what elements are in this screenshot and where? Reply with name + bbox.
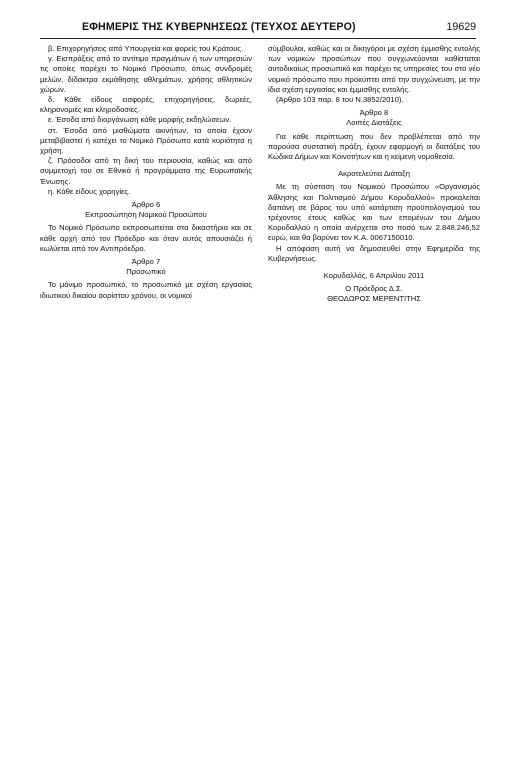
paragraph-z: ζ. Πρόσοδοι από τη δική του περιουσία, καθώς και από συμμετοχή του σε Εθνικά ή προγράμματα της Ευρωπαϊκής Ένωσης. — [40, 156, 252, 186]
place-date: Κορυδαλλός, 6 Απριλίου 2011 — [323, 271, 425, 281]
final-provision-text: Με τη σύσταση του Νομικού Προσώπου «Οργανισμός Άθλησης και Πολιτισμού Δήμου Κορυδαλλού» προκαλείται δαπάνη σε βάρος του υπό κατάρτιση προϋπολογισμού του τρέχοντος έτους καθώς και των επομένων του Δήμου Κορυδαλλού η οποία ανέρχεται στο ποσό των 2.848.246,52 ευρώ, και θα βαρύνει τον Κ.Α. 0067150010. — [268, 182, 480, 243]
article-7-continuation: σύμβουλοι, καθώς και οι δικηγόροι με σχέση έμμισθης εντολής των νομικών προσώπων που συγχωνεύονται καθίσταται αυτοδικαίως προσωπικό και παρέχει τις υπηρεσίες του στο νέο νομικό πρόσωπο που προκύπτει από την συγχώνευση, με την ίδια σχέση εργασίας και έμμισθης εντολής. — [268, 44, 480, 94]
page-header — [40, 20, 476, 39]
article-8-title: Λοιπές Διατάξεις — [346, 118, 402, 128]
publication-order: Η απόφαση αυτή να δημοσιευθεί στην Εφημερίδα της Κυβερνήσεως. — [268, 243, 480, 263]
paragraph-st: στ. Έσοδα από μισθώματα ακινήτων, τα οποία έχουν μεταβιβαστεί ή κατέχει το Νομικό Πρόσωπο κατά κυριότητα η χρήση. — [40, 125, 252, 156]
article-8-text: Για κάθε περίπτωση που δεν προβλέπεται από την παρούσα συστατική πράξη, έχουν εφαρμογή οι διατάξεις του Κώδικα Δήμων και Κοινοτήτων και η κείμενη νομοθεσία. — [268, 131, 480, 162]
article-7-text: Το μόνιμο προσωπικό, το προσωπικό με σχέση εργασίας ιδιωτικού δικαίου αορίστου χρόνου, οι νομικοί — [40, 280, 252, 300]
paragraph-e: ε. Έσοδα από διοργάνωση κάθε μορφής εκδηλώσεων. — [48, 115, 232, 125]
article-6-text: Το Νομικό Πρόσωπο εκπροσωπείται στα δικαστήρια και σε κάθε αρχή από τον Πρόεδρο και όταν αυτός απουσιάζει ή κωλύεται από τον Αντιπρόεδρο. — [40, 223, 252, 253]
page-number: 19629 — [446, 21, 476, 33]
article-8-heading: Άρθρο 8 — [359, 108, 389, 118]
signer-title: Ο Πρόεδρος Δ.Σ. — [345, 284, 403, 294]
legal-reference: (Άρθρο 103 παρ. 8 του Ν.3852/2010). — [276, 95, 404, 105]
article-6-heading: Άρθρο 6 — [131, 200, 161, 210]
article-7-heading: Άρθρο 7 — [131, 257, 161, 267]
gazette-title: ΕΦΗΜΕΡΙΣ ΤΗΣ ΚΥΒΕΡΝΗΣΕΩΣ (ΤΕΥΧΟΣ ΔΕΥΤΕΡΟ) — [82, 21, 356, 33]
final-provision-heading: Ακροτελεύτια Διάταξη — [338, 169, 410, 179]
paragraph-d: δ. Κάθε είδους εισφορές, επιχορηγήσεις, δωρεές, κληρονομιές και κληροδοσίες. — [40, 95, 252, 115]
paragraph-i: η. Κάθε είδους χορηγίες. — [48, 186, 131, 196]
paragraph-c: γ. Εισπράξεις από το αντίτιμο πραγμάτων ή των υπηρεσιών τις οποίες παρέχει το Νομικό Πρόσωπο, όπως συνδρομές μελών, δίδακτρα εκμάθησης αθλημάτων, χρήσης αθλητικών χώρων. — [40, 54, 252, 94]
right-column — [268, 44, 480, 305]
paragraph-b: β. Επιχορηγήσεις από Υπουργεία και φορείς του Κράτους. — [48, 44, 244, 53]
article-6-title: Εκπροσώπηση Νομικού Προσώπου — [85, 210, 207, 220]
signer-name: ΘΕΟΔΩΡΟΣ ΜΕΡΕΝΤΙΤΗΣ — [327, 294, 421, 304]
left-column — [40, 44, 252, 301]
article-7-title: Προσωπικό — [126, 267, 166, 277]
